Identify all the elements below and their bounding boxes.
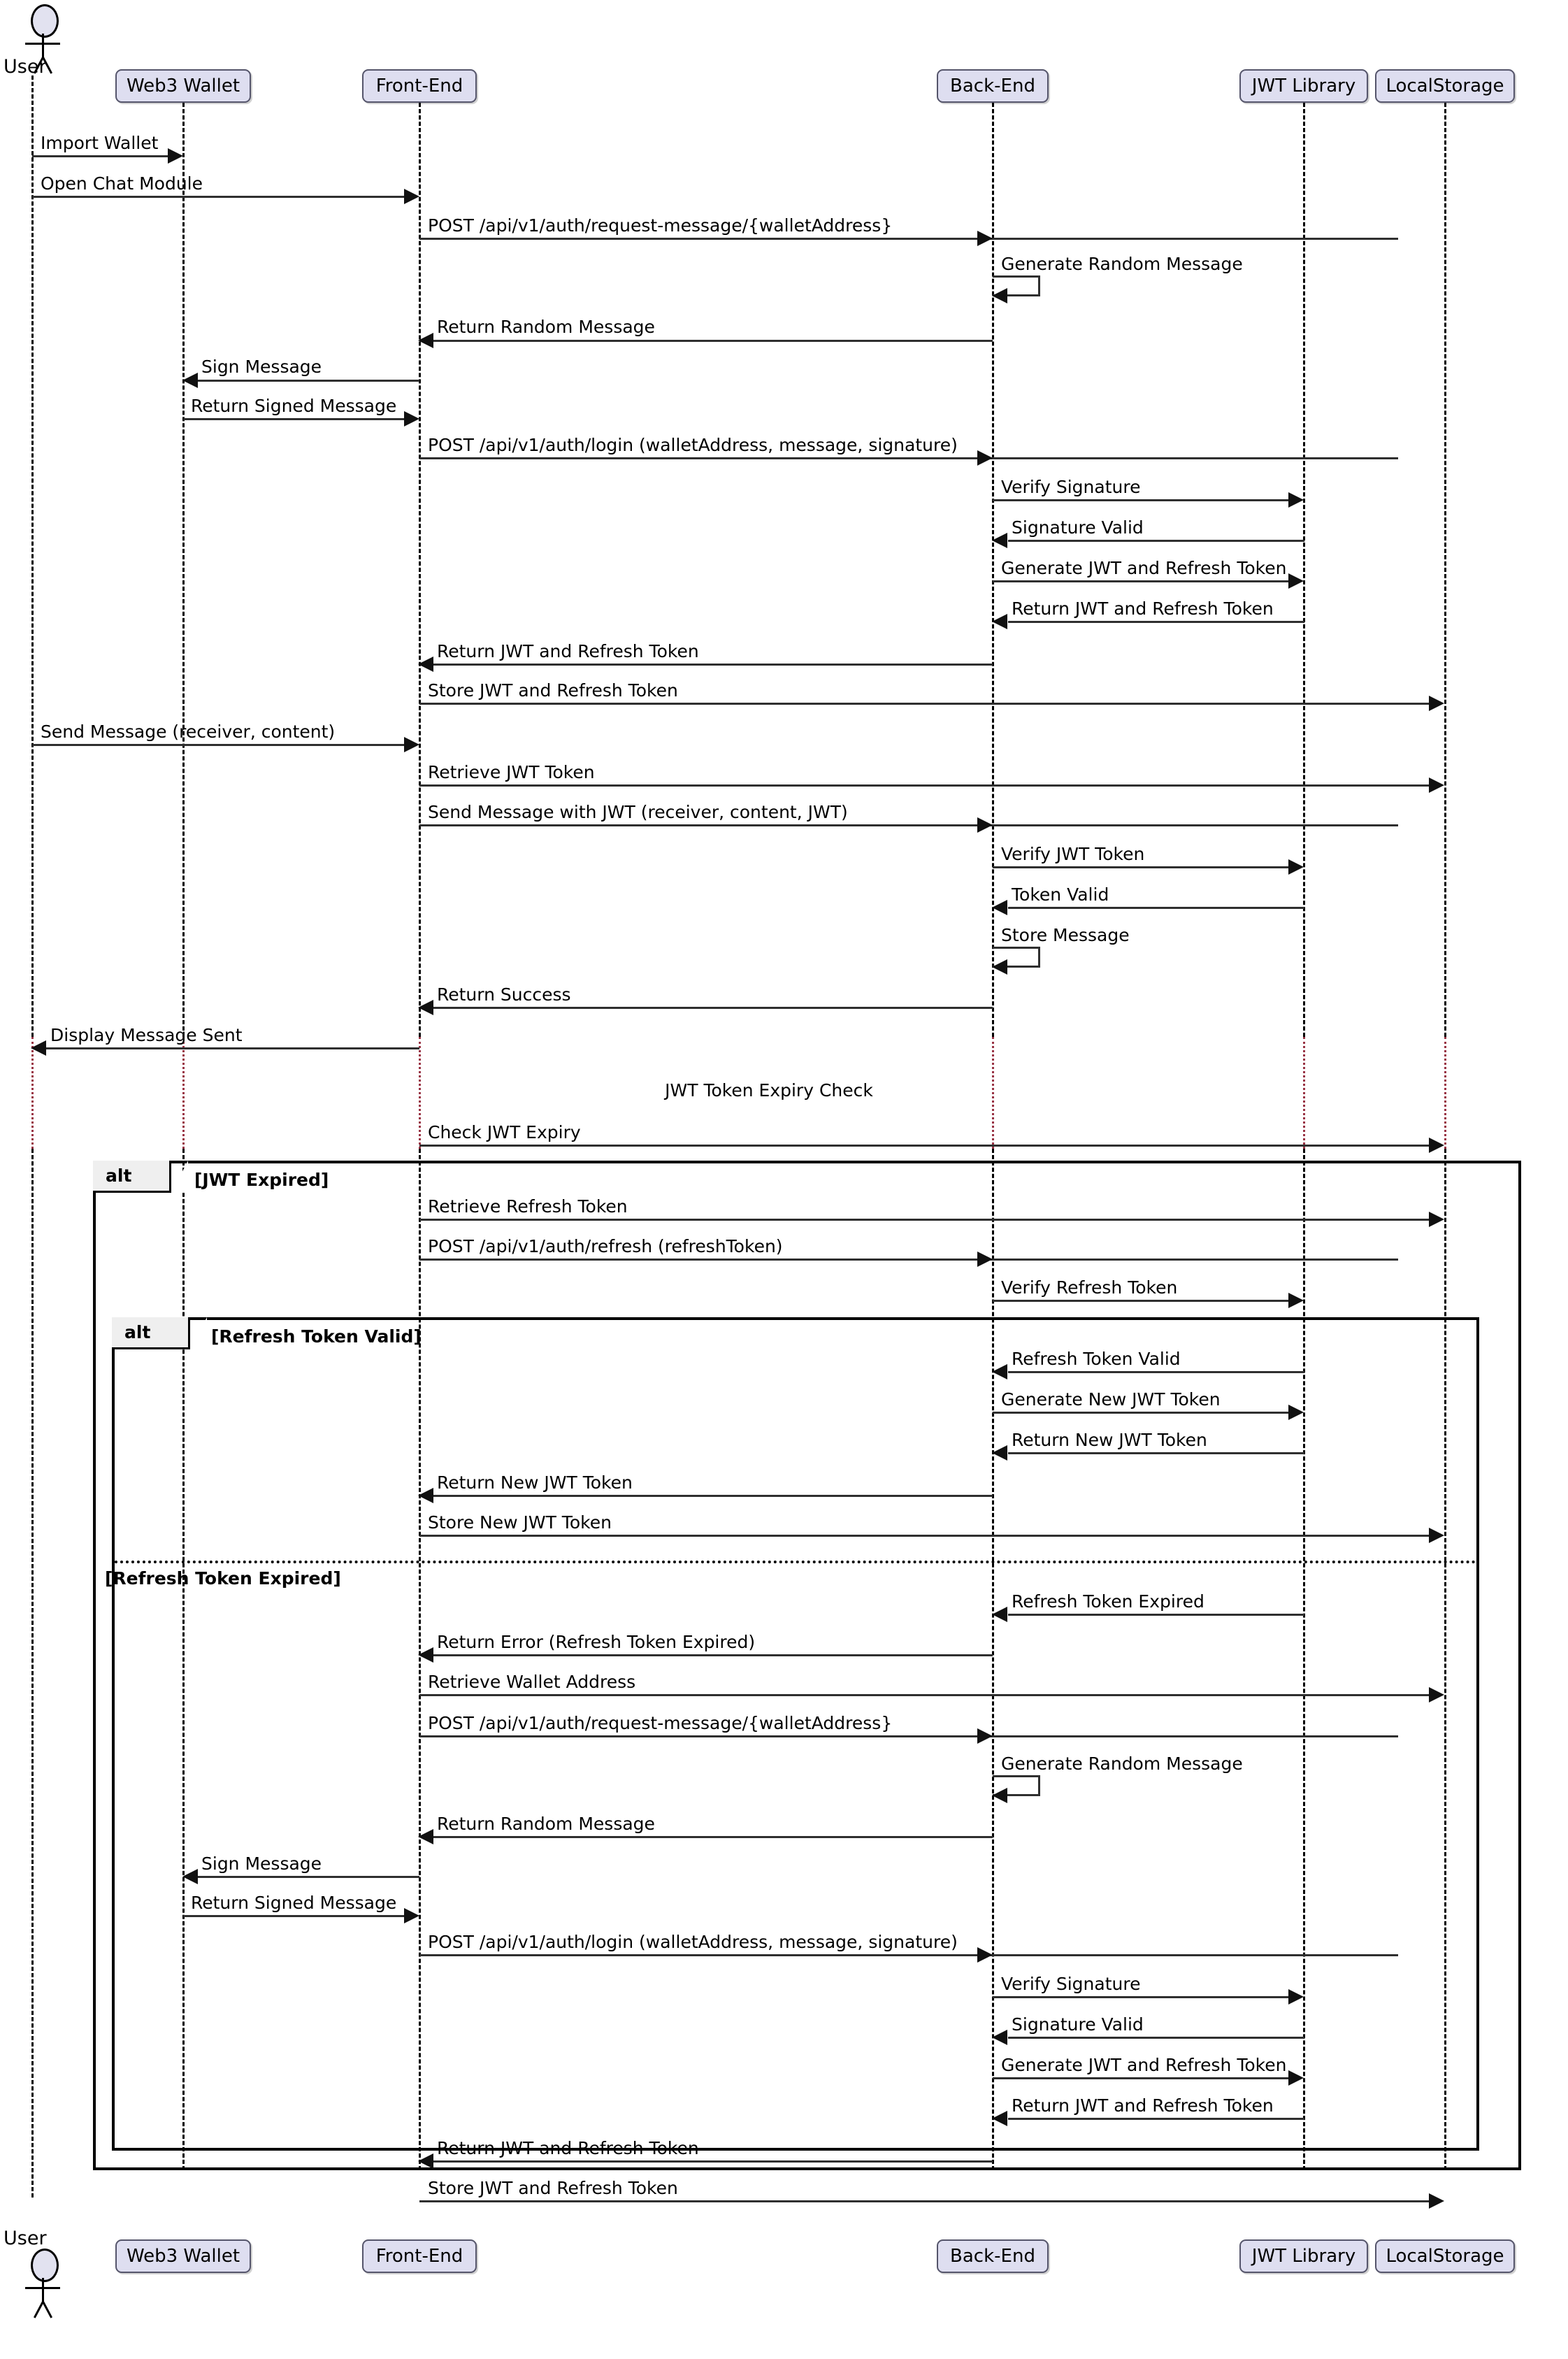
participant-label-user-bottom: User xyxy=(3,2228,47,2249)
message-label-31: Store New JWT Token xyxy=(428,1512,612,1533)
message-label-30: Return New JWT Token xyxy=(437,1472,633,1493)
message-arrowhead-31 xyxy=(1429,1528,1444,1543)
participant-label-localstorage-bottom: LocalStorage xyxy=(1386,2246,1504,2267)
message-line-6 xyxy=(198,380,419,382)
message-arrowhead-41 xyxy=(1288,1989,1304,2005)
participant-jwt-library-top[interactable] xyxy=(1239,69,1368,103)
message-arrowhead-10 xyxy=(992,533,1007,548)
message-line-44 xyxy=(1008,2118,1304,2120)
message-arrowhead-22 xyxy=(31,1040,46,1056)
message-line-42 xyxy=(1008,2037,1304,2039)
message-line-28 xyxy=(993,1412,1288,1414)
participant-label-back-end-top: Back-End xyxy=(950,76,1035,96)
fragment-tab-notch-outer xyxy=(171,1161,188,1193)
message-line-23 xyxy=(419,1145,1430,1147)
message-arrowhead-12 xyxy=(992,614,1007,629)
participant-front-end-top[interactable] xyxy=(362,69,477,103)
message-label-11: Generate JWT and Refresh Token xyxy=(1001,558,1287,578)
message-arrowhead-34 xyxy=(1429,1687,1444,1702)
lifeline-jwt-library-expiry xyxy=(1303,1037,1305,1149)
message-line-30 xyxy=(433,1495,993,1497)
message-line-34 xyxy=(419,1694,1430,1696)
message-label-9: Verify Signature xyxy=(1001,477,1141,497)
message-arrowhead-1 xyxy=(168,148,183,164)
message-arrowhead-45 xyxy=(418,2153,433,2169)
message-line-16 xyxy=(419,784,1430,787)
message-label-24: Retrieve Refresh Token xyxy=(428,1196,628,1217)
message-line-37 xyxy=(433,1836,993,1838)
message-label-38: Sign Message xyxy=(201,1854,322,1874)
participant-front-end-bottom[interactable] xyxy=(362,2239,477,2273)
actor-body-icon xyxy=(42,34,44,59)
message-label-18: Verify JWT Token xyxy=(1001,844,1145,864)
message-label-43: Generate JWT and Refresh Token xyxy=(1001,2055,1287,2075)
message-line-12 xyxy=(1008,621,1304,623)
actor-right-leg-icon-bottom xyxy=(42,2301,52,2318)
message-arrowhead-14 xyxy=(1429,696,1444,711)
message-line-35 xyxy=(419,1735,1398,1737)
lifeline-localstorage-expiry xyxy=(1444,1037,1446,1149)
lifeline-web3-wallet-expiry xyxy=(182,1037,185,1149)
message-arrowhead-16 xyxy=(1429,777,1444,793)
lifeline-back-end-expiry xyxy=(992,1037,994,1149)
participant-label-web3-wallet-top: Web3 Wallet xyxy=(126,76,240,96)
message-line-38 xyxy=(198,1876,419,1878)
message-line-2 xyxy=(32,196,405,198)
fragment-alt-inner xyxy=(112,1317,1479,2151)
message-line-17 xyxy=(419,824,1398,826)
message-label-22: Display Message Sent xyxy=(50,1025,243,1045)
message-arrowhead-35 xyxy=(977,1728,993,1744)
message-arrowhead-4 xyxy=(992,288,1007,303)
message-line-26 xyxy=(993,1300,1288,1302)
message-arrowhead-46 xyxy=(1429,2193,1444,2209)
message-line-33 xyxy=(433,1654,993,1656)
note-jwt-token-expiry-check: JWT Token Expiry Check xyxy=(665,1080,873,1100)
message-label-27: Refresh Token Valid xyxy=(1012,1349,1181,1369)
message-line-13 xyxy=(433,664,993,666)
message-line-9 xyxy=(993,499,1288,501)
message-line-41 xyxy=(993,1996,1288,1998)
participant-localstorage-bottom[interactable] xyxy=(1375,2239,1515,2273)
message-line-39 xyxy=(183,1915,404,1917)
message-label-13: Return JWT and Refresh Token xyxy=(437,641,699,661)
fragment-operator-label-alt-inner: alt xyxy=(124,1322,151,1342)
message-line-27 xyxy=(1008,1371,1304,1373)
message-arrowhead-23 xyxy=(1429,1138,1444,1153)
message-label-36: Generate Random Message xyxy=(1001,1754,1243,1774)
participant-label-jwt-library-top: JWT Library xyxy=(1251,76,1356,96)
message-label-39: Return Signed Message xyxy=(191,1893,397,1913)
message-label-2: Open Chat Module xyxy=(41,173,203,194)
participant-localstorage-top[interactable] xyxy=(1375,69,1515,103)
actor-user-bottom xyxy=(20,2249,75,2318)
message-label-23: Check JWT Expiry xyxy=(428,1122,581,1142)
message-line-1 xyxy=(32,155,169,157)
lifeline-front-end-expiry xyxy=(419,1037,421,1149)
participant-label-back-end-bottom: Back-End xyxy=(950,2246,1035,2267)
message-line-40 xyxy=(419,1954,1398,1956)
message-label-32: Refresh Token Expired xyxy=(1012,1591,1204,1612)
message-label-25: POST /api/v1/auth/refresh (refreshToken) xyxy=(428,1236,783,1256)
message-label-12: Return JWT and Refresh Token xyxy=(1012,598,1274,619)
message-label-45: Return JWT and Refresh Token xyxy=(437,2138,699,2158)
message-line-22 xyxy=(46,1047,419,1049)
message-line-46 xyxy=(419,2200,1430,2202)
message-arrowhead-8 xyxy=(977,450,993,466)
actor-body-icon-bottom xyxy=(42,2278,44,2303)
fragment-operator-alt-inner xyxy=(112,1317,190,1349)
participant-label-localstorage-top: LocalStorage xyxy=(1386,76,1504,96)
message-arrowhead-33 xyxy=(418,1647,433,1663)
message-line-5 xyxy=(433,340,993,342)
message-arrowhead-11 xyxy=(1288,573,1304,589)
participant-label-front-end-top: Front-End xyxy=(375,76,463,96)
participant-web3-wallet-bottom[interactable] xyxy=(115,2239,251,2273)
message-arrowhead-3 xyxy=(977,231,993,246)
message-arrowhead-13 xyxy=(418,657,433,672)
message-label-42: Signature Valid xyxy=(1012,2014,1144,2035)
participant-label-jwt-library-bottom: JWT Library xyxy=(1251,2246,1356,2267)
message-arrowhead-20 xyxy=(992,959,1007,975)
message-line-24 xyxy=(419,1219,1430,1221)
message-label-10: Signature Valid xyxy=(1012,517,1144,538)
message-label-16: Retrieve JWT Token xyxy=(428,762,595,782)
actor-head-icon xyxy=(31,4,59,38)
message-line-21 xyxy=(433,1007,993,1009)
fragment-else-divider-inner xyxy=(115,1561,1476,1563)
message-label-46: Store JWT and Refresh Token xyxy=(428,2178,678,2198)
actor-arms-icon-bottom xyxy=(25,2287,60,2289)
message-label-28: Generate New JWT Token xyxy=(1001,1389,1221,1410)
message-line-43 xyxy=(993,2077,1288,2079)
message-arrowhead-9 xyxy=(1288,492,1304,508)
fragment-condition-alt-outer: [JWT Expired] xyxy=(194,1170,329,1190)
message-arrowhead-40 xyxy=(977,1947,993,1963)
message-label-35: POST /api/v1/auth/request-message/{walletAddress} xyxy=(428,1713,893,1733)
fragment-operator-label-alt-outer: alt xyxy=(106,1166,132,1186)
message-line-19 xyxy=(1008,907,1304,909)
message-label-26: Verify Refresh Token xyxy=(1001,1277,1178,1298)
message-arrowhead-2 xyxy=(404,189,419,204)
message-arrowhead-15 xyxy=(404,737,419,752)
fragment-condition-alt-inner-2: [Refresh Token Expired] xyxy=(105,1568,341,1589)
message-label-17: Send Message with JWT (receiver, content, JWT) xyxy=(428,802,848,822)
actor-arms-icon xyxy=(25,43,60,45)
message-label-41: Verify Signature xyxy=(1001,1974,1141,1994)
message-label-4: Generate Random Message xyxy=(1001,254,1243,274)
message-arrowhead-24 xyxy=(1429,1212,1444,1227)
message-arrowhead-18 xyxy=(1288,859,1304,875)
message-line-7 xyxy=(183,418,404,420)
message-label-3: POST /api/v1/auth/request-message/{walletAddress} xyxy=(428,215,893,236)
message-label-21: Return Success xyxy=(437,984,571,1005)
message-arrowhead-39 xyxy=(404,1908,419,1923)
message-line-18 xyxy=(993,866,1288,868)
message-label-8: POST /api/v1/auth/login (walletAddress, message, signature) xyxy=(428,435,958,455)
message-label-5: Return Random Message xyxy=(437,317,655,337)
fragment-tab-notch-inner xyxy=(190,1317,207,1349)
message-line-31 xyxy=(419,1535,1430,1537)
message-arrowhead-19 xyxy=(992,900,1007,915)
message-label-6: Sign Message xyxy=(201,357,322,377)
message-arrowhead-27 xyxy=(992,1364,1007,1379)
message-arrowhead-21 xyxy=(418,1000,433,1015)
message-line-10 xyxy=(1008,540,1304,542)
participant-web3-wallet-top[interactable] xyxy=(115,69,251,103)
participant-label-front-end-bottom: Front-End xyxy=(375,2246,463,2267)
message-line-29 xyxy=(1008,1452,1304,1454)
message-arrowhead-28 xyxy=(1288,1405,1304,1420)
fragment-condition-alt-inner-1: [Refresh Token Valid] xyxy=(211,1326,422,1347)
message-label-20: Store Message xyxy=(1001,925,1130,945)
message-line-11 xyxy=(993,580,1288,582)
message-label-1: Import Wallet xyxy=(41,133,159,153)
message-label-7: Return Signed Message xyxy=(191,396,397,416)
message-arrowhead-29 xyxy=(992,1445,1007,1461)
message-arrowhead-42 xyxy=(992,2030,1007,2045)
message-label-33: Return Error (Refresh Token Expired) xyxy=(437,1632,756,1652)
participant-label-web3-wallet-bottom: Web3 Wallet xyxy=(126,2246,240,2267)
actor-head-icon-bottom xyxy=(31,2249,59,2282)
message-label-15: Send Message (receiver, content) xyxy=(41,722,336,742)
message-arrowhead-25 xyxy=(977,1252,993,1267)
message-line-14 xyxy=(419,703,1430,705)
message-label-14: Store JWT and Refresh Token xyxy=(428,680,678,701)
lifeline-jwt-library xyxy=(1303,103,1305,1037)
participant-label-user-top: User xyxy=(3,56,47,78)
message-arrowhead-7 xyxy=(404,411,419,426)
message-line-25 xyxy=(419,1259,1398,1261)
message-label-34: Retrieve Wallet Address xyxy=(428,1672,636,1692)
lifeline-front-end xyxy=(419,103,421,1037)
message-arrowhead-17 xyxy=(977,817,993,833)
lifeline-localstorage xyxy=(1444,103,1446,1037)
message-line-15 xyxy=(32,744,405,746)
message-arrowhead-30 xyxy=(418,1488,433,1503)
message-arrowhead-44 xyxy=(992,2111,1007,2126)
message-line-8 xyxy=(419,457,1398,459)
participant-back-end-bottom[interactable] xyxy=(937,2239,1049,2273)
lifeline-user xyxy=(31,76,34,1037)
message-line-3 xyxy=(419,238,1398,240)
message-line-32 xyxy=(1008,1614,1304,1616)
message-arrowhead-5 xyxy=(418,333,433,348)
fragment-operator-alt-outer xyxy=(93,1161,171,1193)
lifeline-user-lower xyxy=(31,1149,34,2197)
message-arrowhead-43 xyxy=(1288,2070,1304,2086)
message-label-37: Return Random Message xyxy=(437,1814,655,1834)
message-arrowhead-32 xyxy=(992,1607,1007,1622)
message-line-45 xyxy=(433,2160,993,2163)
message-label-40: POST /api/v1/auth/login (walletAddress, message, signature) xyxy=(428,1932,958,1952)
lifeline-web3-wallet xyxy=(182,103,185,1037)
message-label-44: Return JWT and Refresh Token xyxy=(1012,2095,1274,2116)
participant-jwt-library-bottom[interactable] xyxy=(1239,2239,1368,2273)
message-label-19: Token Valid xyxy=(1012,884,1109,905)
participant-back-end-top[interactable] xyxy=(937,69,1049,103)
message-arrowhead-37 xyxy=(418,1829,433,1844)
message-arrowhead-6 xyxy=(182,373,198,388)
message-arrowhead-36 xyxy=(992,1788,1007,1803)
message-arrowhead-26 xyxy=(1288,1293,1304,1308)
message-label-29: Return New JWT Token xyxy=(1012,1430,1207,1450)
message-arrowhead-38 xyxy=(182,1869,198,1884)
